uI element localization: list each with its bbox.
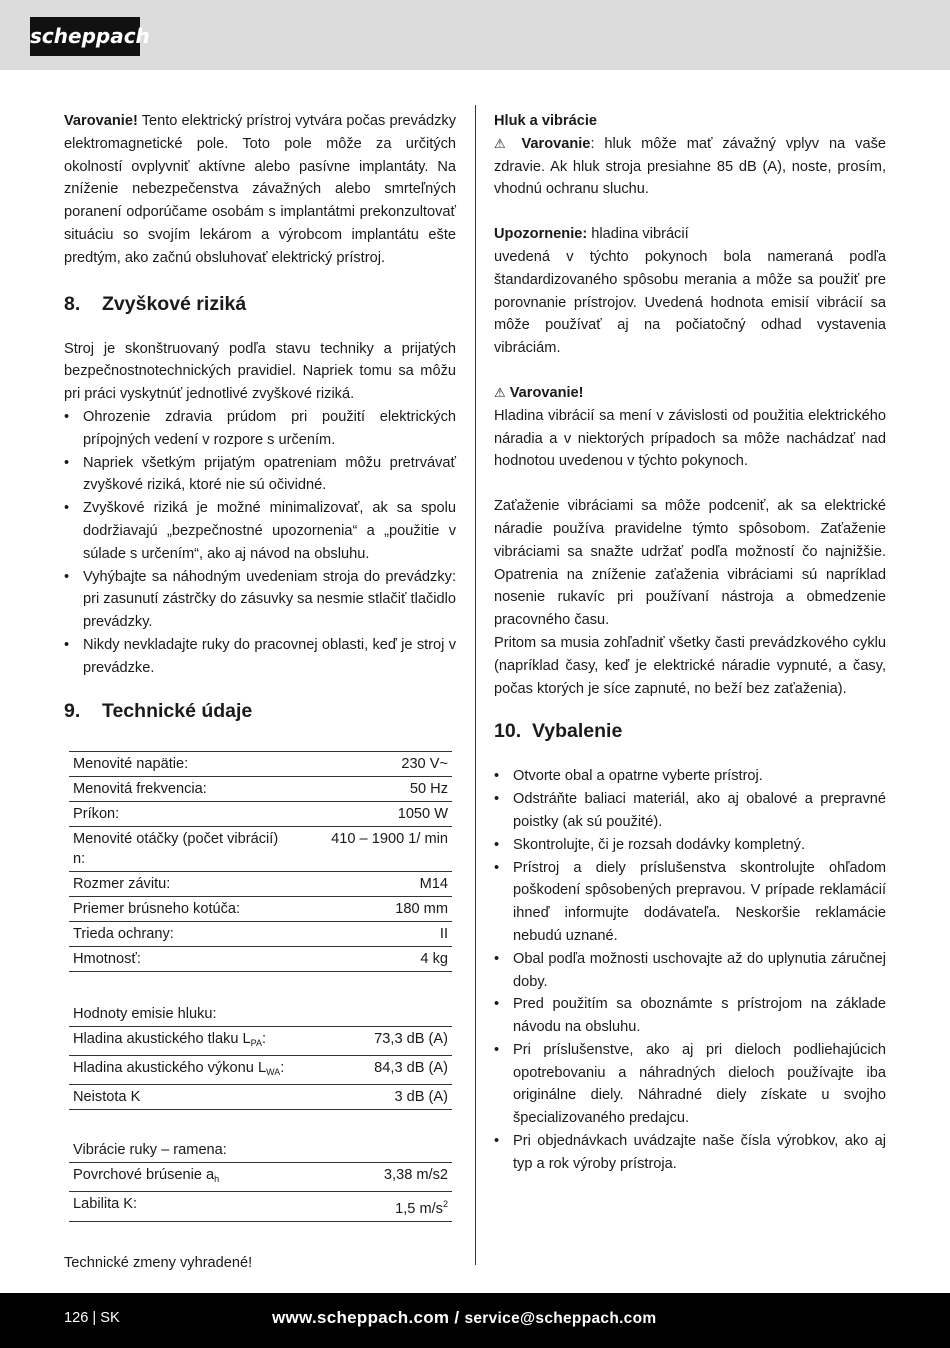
emf-warning: Varovanie! Tento elektrický prístroj vytvára počas prevádzky elektromagnetické pole. Toto pole môže za určitých okolností ovplyvniť aktívne alebo pasívne implantáty. Na zníženie nebezpečenstva závažných alebo smrteľných poranení odporúčame osobám s implantátmi prekonzultovať situáciu so svojím lekárom a výrobcom implantátu ešte predtým, ako začnú obsluhovať elektrický prístroj. [64, 113, 456, 266]
noise-title: Hluk a vibrácie [494, 113, 598, 129]
list-item: • Obal podľa možnosti uschovajte až do uplynutia záručnej doby. [494, 948, 886, 994]
vibration-warning-text: Hladina vibrácií sa mení v závislosti od použitia elektrického náradia a v niektorých prípadoch sa môže nachádzať nad hodnotou uvedenou v týchto pokynoch. [494, 407, 886, 470]
page-number: 126 | SK [64, 1310, 120, 1326]
column-divider [475, 105, 476, 1265]
table-row: Priemer brúsneho kotúča: 180 mm [69, 896, 452, 921]
list-item: • Prístroj a diely príslušenstva skontrolujte ohľadom poškodení spôsobených prepravou. V prípade reklamácií ihneď informujte dodávateľa. Neskoršie reklamácie nebudú uznané. [494, 857, 886, 948]
table-row: Menovité otáčky (počet vibrácií) n: 410 – 1900 1/ min [69, 826, 452, 871]
noise-table [69, 1002, 452, 1110]
brand-logo: scheppach [30, 17, 140, 56]
vibration-load-text: Zaťaženie vibráciami sa môže podceniť, ak sa elektrické náradie používa pravidelne týmto spôsobom. Zaťaženie vibráciami sa snažte udržať podľa možností čo najnižšie. Opatrenia na zníženie zaťaženia vibráciami sú napríklad nosenie rukavíc pri používaní nástroja a obmedzenie pracovného času. [494, 498, 886, 629]
spec-table [69, 751, 452, 972]
table-row: Hladina akustického výkonu $L_{WA}$: 84,3 dB (A) [69, 1055, 452, 1084]
table-row: Trieda ochrany: II [69, 921, 452, 946]
table-row: Hladina akustického tlaku $L_{PA}$: 73,3 dB (A) [69, 1026, 452, 1055]
warning-label: Varovanie! [64, 113, 138, 129]
list-item: • Nikdy nevkladajte ruky do pracovnej oblasti, keď je stroj v prevádzke. [64, 634, 456, 680]
section-8-intro: Stroj je skonštruovaný podľa stavu techniky a prijatých bezpečnostnotechnických pravidiel. Napriek tomu sa môžu pri práci vyskytnúť jednotlivé zvyškové riziká. [64, 340, 456, 403]
vibration-table [69, 1138, 452, 1222]
section-8-heading: 8. Zvyškové riziká [64, 292, 247, 315]
email-link[interactable]: service@scheppach.com [464, 1310, 657, 1327]
list-item: • Vyhýbajte sa náhodným uvedeniam stroja do prevádzky: pri zasunutí zástrčky do zásuvky sa nesmie stlačiť tlačidlo prevádzky. [64, 566, 456, 634]
table-row: Rozmer závitu: M14 [69, 871, 452, 896]
list-item: • Odstráňte baliaci materiál, ako aj obalové a prepravné poistky (ak sú použité). [494, 788, 886, 834]
table-row: Hodnoty emisie hluku: [69, 1002, 452, 1027]
section-9-heading: 9. Technické údaje [64, 699, 253, 722]
operating-cycle-text: Pritom sa musia zohľadniť všetky časti prevádzkového cyklu (napríklad časy, keď je elektrické náradie vypnuté, a časy, počas ktorých je síce zapnuté, no beží bez zaťaženia). [494, 634, 886, 697]
table-row: Menovitá frekvencia: 50 Hz [69, 776, 452, 801]
noise-warning: ⚠ Varovanie: hluk môže mať závažný vplyv na vaše zdravie. Ak hluk stroja presiahne 85 dB (A), noste, prosím, vhodnú ochranu sluchu. [494, 135, 886, 198]
table-row: Neistota K 3 dB (A) [69, 1084, 452, 1109]
list-item: • Pri príslušenstve, ako aj pri dieloch podliehajúcich opotrebovaniu a náhradných dieloch používajte iba originálne diely. Náhradné diely získate u svojho špecializovaného predajcu. [494, 1039, 886, 1130]
residual-risks-list [64, 406, 456, 680]
list-item: • Zvyškové riziká je možné minimalizovať, ak sa spolu dodržiavajú „bezpečnostné upozornenia“ a „použitie v súlade s určením“, ako aj návod na obsluhu. [64, 497, 456, 565]
table-row: Príkon: 1050 W [69, 801, 452, 826]
warning-triangle-icon: ⚠ [494, 384, 506, 400]
vibration-warning-heading: ⚠ Varovanie! [494, 384, 584, 401]
list-item: • Otvorte obal a opatrne vyberte prístroj. [494, 765, 886, 788]
table-row: Menovité napätie: 230 V~ [69, 751, 452, 776]
technical-changes-note: Technické zmeny vyhradené! [64, 1254, 253, 1271]
section-10-heading: 10. Vybalenie [494, 720, 623, 743]
table-row: Hmotnosť: 4 kg [69, 946, 452, 971]
footer-contact: www.scheppach.com / service@scheppach.com [272, 1308, 657, 1327]
table-row: Vibrácie ruky – ramena: [69, 1138, 452, 1163]
list-item: • Skontrolujte, či je rozsah dodávky kompletný. [494, 834, 886, 857]
footer-bar [0, 1293, 950, 1348]
list-item: • Pred použitím sa oboznámte s prístrojom na základe návodu na obsluhu. [494, 993, 886, 1039]
header-bar [0, 0, 950, 70]
list-item: • Pri objednávkach uvádzajte naše čísla výrobkov, ako aj typ a rok výroby prístroja. [494, 1130, 886, 1176]
list-item: • Napriek všetkým prijatým opatreniam môžu pretrvávať zvyškové riziká, ktoré nie sú očividné. [64, 452, 456, 498]
website-link[interactable]: www.scheppach.com [272, 1308, 450, 1327]
table-row: Labilita K: 1,5 $m/s^2$ [69, 1191, 452, 1221]
right-column [494, 110, 886, 1176]
unpacking-list [494, 765, 886, 1175]
list-item: • Ohrozenie zdravia prúdom pri použití elektrických prípojných vedení v rozpore s určením. [64, 406, 456, 452]
warning-triangle-icon: ⚠ [494, 135, 512, 151]
vibration-notice-text: uvedená v týchto pokynoch bola nameraná podľa štandardizovaného spôsobu merania a môže sa použiť pre porovnanie prístrojov. Uvedená hodnota emisií vibrácií sa môže používať aj na počiatočný odhad vystavenia vibráciám. [494, 248, 886, 357]
table-row: Povrchové brúsenie $a_h$ 3,38 m/s2 [69, 1162, 452, 1191]
vibration-notice-heading: Upozornenie: hladina vibrácií [494, 226, 689, 243]
left-column [64, 110, 456, 1274]
